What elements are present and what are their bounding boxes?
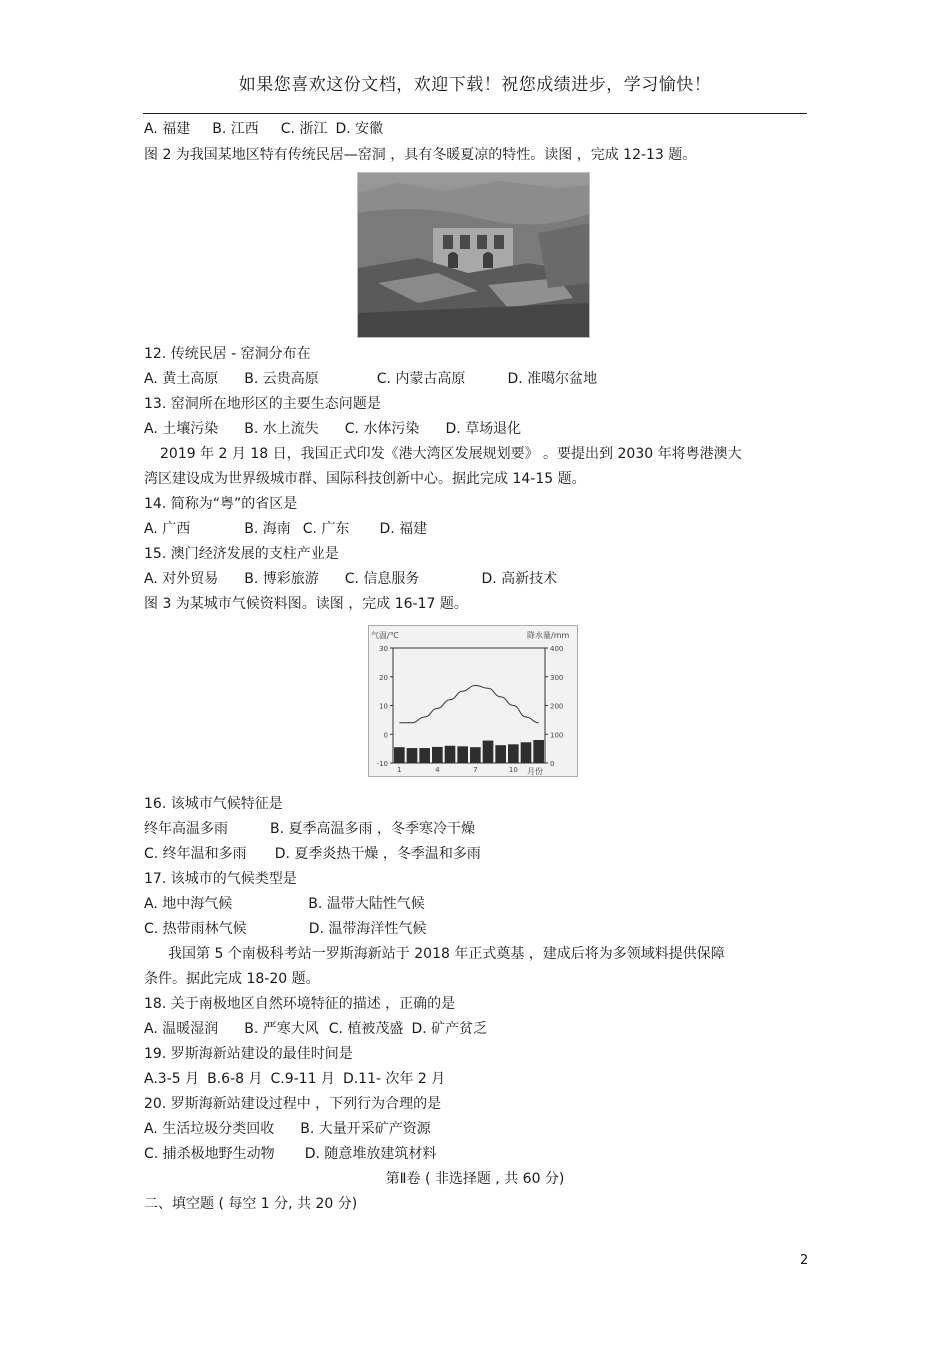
left-tick-label: -10 [376,760,388,768]
x-tick-label: 4 [435,766,440,774]
q20-options-cd: C. 捕杀极地野生动物 D. 随意堆放建筑材料 [144,1146,437,1162]
q11-options: A. 福建 B. 江西 C. 浙江 D. 安徽 [144,121,384,137]
precipitation-bar [508,744,519,763]
right-tick-label: 100 [550,731,564,740]
left-tick-label: 20 [379,673,388,682]
climate-chart [368,625,578,777]
right-axis-label: 降水量/mm [527,631,570,640]
question-16: 16. 该城市气候特征是 [144,796,283,812]
intro-14-15-line2: 湾区建设成为世界级城市群、国际科技创新中心。据此完成 14-15 题。 [144,471,586,487]
q18-options: A. 温暖湿润 B. 严寒大风 C. 植被茂盛 D. 矿产贫乏 [144,1021,488,1037]
q19-options: A.3-5 月 B.6-8 月 C.9-11 月 D.11- 次年 2 月 [144,1071,446,1087]
q13-options: A. 土壤污染 B. 水上流失 C. 水体污染 D. 草场退化 [144,421,522,437]
x-axis-label: 月份 [527,767,543,776]
precipitation-bar [432,747,443,763]
header-rule [143,113,807,114]
part-2-heading: 第Ⅱ卷 ( 非选择题 , 共 60 分) [385,1171,565,1187]
left-tick-label: 10 [379,702,388,711]
x-tick-label: 10 [508,766,518,774]
precipitation-bar [483,741,494,763]
precipitation-bar [419,748,430,763]
precipitation-bar [470,747,481,763]
left-tick-label: 0 [383,731,388,740]
precipitation-bar [495,745,506,763]
section-2-heading: 二、填空题 ( 每空 1 分, 共 20 分) [144,1196,358,1212]
q20-options-ab: A. 生活垃圾分类回收 B. 大量开采矿产资源 [144,1121,431,1137]
precipitation-bar [445,746,456,763]
q16-options-cd: C. 终年温和多雨 D. 夏季炎热干燥 ，冬季温和多雨 [144,846,481,862]
q17-options-cd: C. 热带雨林气候 D. 温带海洋性气候 [144,921,427,937]
question-17: 17. 该城市的气候类型是 [144,871,297,887]
intro-18-20-line1: 我国第 5 个南极科考站一罗斯海新站于 2018 年正式奠基 ，建成后将为多领域料提供保障 [168,946,725,962]
precipitation-bar [407,748,418,763]
q16-options-ab: 终年高温多雨 B. 夏季高温多雨 ，冬季寒冷干燥 [144,821,475,837]
question-20: 20. 罗斯海新站建设过程中 ，下列行为合理的是 [144,1096,442,1112]
question-12: 12. 传统民居 - 窑洞分布在 [144,346,311,362]
q15-options: A. 对外贸易 B. 博彩旅游 C. 信息服务 D. 高新技术 [144,571,558,587]
intro-16-17: 图 3 为某城市气候资料图。读图 ，完成 16-17 题。 [144,596,468,612]
question-14: 14. 简称为“粤”的省区是 [144,496,298,512]
x-tick-label: 7 [473,766,478,774]
precipitation-bar [394,747,405,763]
question-19: 19. 罗斯海新站建设的最佳时间是 [144,1046,353,1062]
q12-options: A. 黄土高原 B. 云贵高原 C. 内蒙古高原 D. 准噶尔盆地 [144,371,598,387]
q17-options-ab: A. 地中海气候 B. 温带大陆性气候 [144,896,425,912]
left-tick-label: 30 [379,645,388,653]
q14-options: A. 广西 B. 海南 C. 广东 D. 福建 [144,521,428,537]
cave-dwelling-photo [357,172,590,338]
right-tick-label: 400 [550,645,564,653]
intro-14-15-line1: 2019 年 2 月 18 日，我国正式印发《港大湾区发展规划要》 。要提出到 2030 年将粤港澳大 [160,446,742,462]
question-18: 18. 关于南极地区自然环境特征的描述 ，正确的是 [144,996,456,1012]
right-tick-label: 300 [550,673,564,682]
left-axis-label: 气温/℃ [371,631,399,640]
x-tick-label: 1 [397,766,402,774]
temperature-curve [399,685,538,722]
page-number: 2 [800,1253,809,1268]
page-header: 如果您喜欢这份文档，欢迎下载！祝您成绩进步，学习愉快！ [238,75,712,95]
intro-12-13: 图 2 为我国某地区特有传统民居—窑洞 ，具有冬暖夏凉的特性。读图 ，完成 12-13 题。 [144,147,697,163]
precipitation-bar [533,740,544,763]
climate-chart-svg [369,626,577,776]
precipitation-bar [521,742,532,763]
intro-18-20-line2: 条件。据此完成 18-20 题。 [144,971,320,987]
right-tick-label: 200 [550,702,564,711]
right-tick-label: 0 [550,760,555,768]
question-15: 15. 澳门经济发展的支柱产业是 [144,546,339,562]
question-13: 13. 窑洞所在地形区的主要生态问题是 [144,396,381,412]
precipitation-bar [457,746,468,763]
